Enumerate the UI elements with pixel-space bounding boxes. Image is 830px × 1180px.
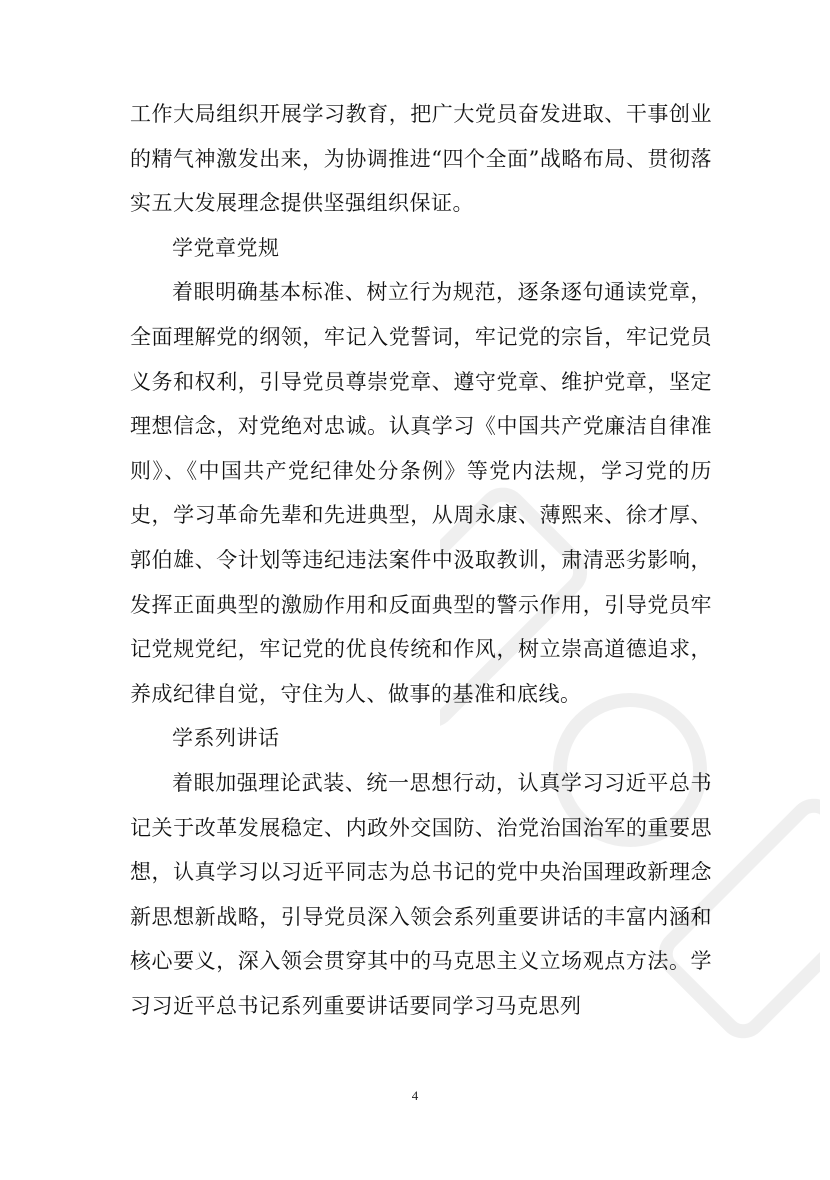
page-number: 4 [411, 1088, 419, 1103]
paragraph-party-constitution: 着眼明确基本标准、树立行为规范，逐条逐句通读党章，全面理解党的纲领，牢记入党誓词，牢记党的宗旨，牢记党员义务和权利，引导党员尊崇党章、遵守党章、维护党章，坚定理想信念，对党绝对忠诚。认真学习《中国共产党廉洁自律准则》、《中国共产党纪律处分条例》等党内法规，学习党的历史，学习革命先辈和先进典型，从周永康、薄熙来、徐才厚、郭伯雄、令计划等违纪违法案件中汲取教训，肃清恶劣影响，发挥正面典型的激励作用和反面典型的警示作用，引导党员牢记党规党纪，牢记党的优良传统和作风，树立崇高道德追求，养成纪律自觉，守住为人、做事的基准和底线。 [130, 280, 712, 706]
document-body [130, 92, 712, 1028]
section-heading-series-speeches: 学系列讲话 [172, 726, 280, 751]
section-heading-party-constitution: 学党章党规 [172, 235, 280, 260]
paragraph-continuation: 工作大局组织开展学习教育，把广大党员奋发进取、干事创业的精气神激发出来，为协调推进“四个全面”战略布局、贯彻落实五大发展理念提供坚强组织保证。 [130, 102, 712, 216]
paragraph-series-speeches: 着眼加强理论武装、统一思想行动，认真学习习近平总书记关于改革发展稳定、内政外交国防、治党治国治军的重要思想，认真学习以习近平同志为总书记的党中央治国理政新理念新思想新战略，引导党员深入领会系列重要讲话的丰富内涵和核心要义，深入领会贯穿其中的马克思主义立场观点方法。学习习近平总书记系列重要讲话要同学习马克思列 [130, 770, 712, 1018]
